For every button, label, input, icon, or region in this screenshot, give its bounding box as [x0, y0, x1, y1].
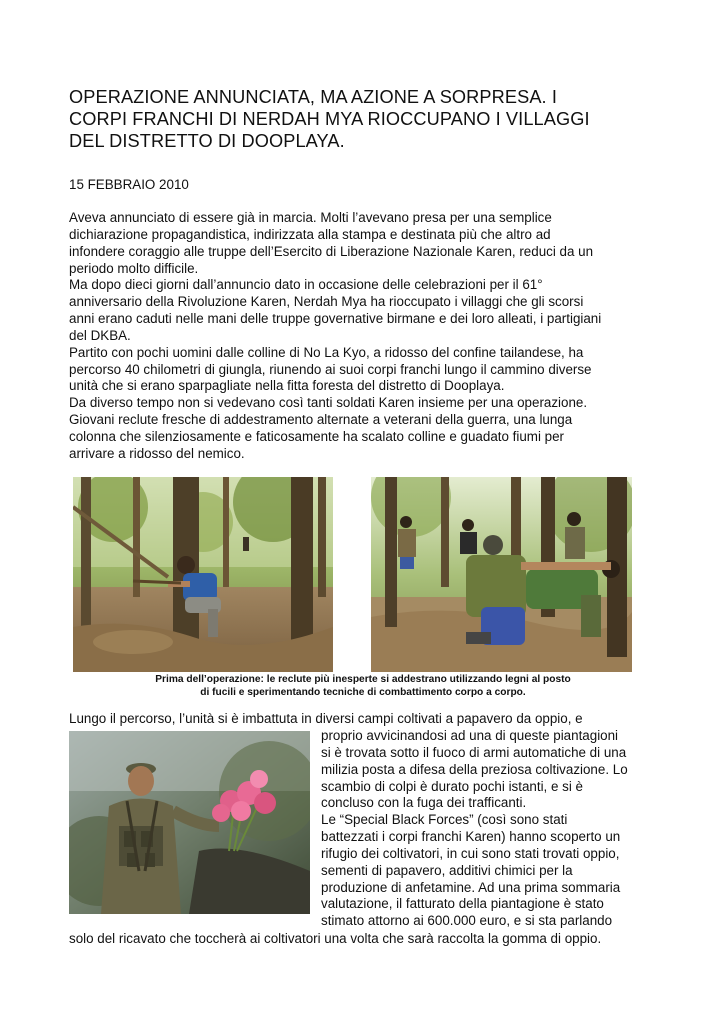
paragraph-line: valutazione, il fatturato della piantagione è stato: [321, 896, 604, 912]
paragraph-line: stimato attorno ai 600.000 euro, e si sta parlando: [321, 913, 613, 929]
paragraph-line: rifugio dei coltivatori, in cui sono stati trovati oppio,: [321, 845, 620, 861]
paragraph-line: Le “Special Black Forces” (così sono stati: [321, 812, 568, 828]
body-line: Partito con pochi uomini dalle colline di No La Kyo, a ridosso del confine tailandese, ha: [69, 344, 584, 360]
body-line: Da diverso tempo non si vedevano così tanti soldati Karen insieme per una operazione.: [69, 395, 588, 411]
photo-combat-training: [371, 477, 632, 672]
title-line: CORPI FRANCHI DI NERDAH MYA RIOCCUPANO I VILLAGGI: [69, 109, 590, 129]
article-body: [69, 210, 669, 463]
title-line: OPERAZIONE ANNUNCIATA, MA AZIONE A SORPRESA. I: [69, 87, 558, 107]
article-date: 15 FEBBRAIO 2010: [69, 177, 189, 192]
title-line: DEL DISTRETTO DI DOOPLAYA.: [69, 131, 345, 151]
body-line: Ma dopo dieci giorni dall’annuncio dato in occasione delle celebrazioni per il 61°: [69, 277, 543, 293]
body-line: dichiarazione propagandistica, indirizzata alla stampa e destinata più che altro ad: [69, 226, 551, 242]
body-line: anni erano caduti nelle mani delle truppe governative birmane e dei loro alleati, i partigiani: [69, 311, 602, 327]
paragraph-line: battezzati i corpi franchi Karen) hanno scoperto un: [321, 829, 621, 845]
body-line: anniversario della Rivoluzione Karen, Nerdah Mya ha rioccupato i villaggi che gli scorsi: [69, 294, 584, 310]
body-line: Aveva annunciato di essere già in marcia. Molti l’avevano presa per una semplice: [69, 210, 552, 225]
paragraph-line: proprio avvicinandosi ad una di queste piantagioni: [321, 728, 619, 743]
photo-soldier-poppies: [69, 731, 310, 914]
paragraph-wrapped: [321, 728, 666, 930]
caption-line: Prima dell’operazione: le reclute più inesperte si addestrano utilizzando legni al posto: [155, 674, 571, 685]
paragraph-line: solo del ricavato che toccherà ai coltivatori una volta che sarà raccolta la gomma di oppio.: [69, 931, 602, 946]
paragraph-line: produzione di anfetamine. Ad una prima sommaria: [321, 879, 621, 895]
paragraph-line: scambio di colpi è durato pochi istanti, e si è: [321, 778, 584, 794]
photo-caption: [73, 673, 653, 699]
article-title: [69, 86, 669, 152]
body-line: unità che si erano sparpagliate nella fitta foresta del distretto di Dooplaya.: [69, 378, 505, 394]
photo-recruit-training: [73, 477, 333, 672]
paragraph-line: concluso con la fuga dei trafficanti.: [321, 795, 527, 811]
body-line: Giovani reclute fresche di addestramento alternate a veterani della guerra, una lunga: [69, 412, 573, 428]
paragraph-line: milizia posta a difesa della preziosa coltivazione. Lo: [321, 761, 628, 777]
body-line: colonna che silenziosamente e faticosamente ha scalato colline e guadato fiumi per: [69, 428, 565, 444]
body-line: del DKBA.: [69, 327, 131, 343]
body-line: percorso 40 chilometri di giungla, riunendo ai suoi corpi franchi lungo il cammino diverse: [69, 361, 592, 377]
body-line: periodo molto difficile.: [69, 260, 199, 276]
paragraph-line: Lungo il percorso, l’unità si è imbattuta in diversi campi coltivati a papavero da oppio, e: [69, 711, 583, 726]
caption-line: di fucili e sperimentando tecniche di combattimento corpo a corpo.: [200, 687, 526, 698]
body-line: arrivare a ridosso del nemico.: [69, 445, 245, 461]
paragraph-line: sementi di papavero, additivi chimici per la: [321, 862, 573, 878]
body-line: infondere coraggio alle truppe dell’Esercito di Liberazione Nazionale Karen, reduci da un: [69, 243, 594, 259]
paragraph-line: si è trovata sotto il fuoco di armi automatiche di una: [321, 744, 627, 760]
